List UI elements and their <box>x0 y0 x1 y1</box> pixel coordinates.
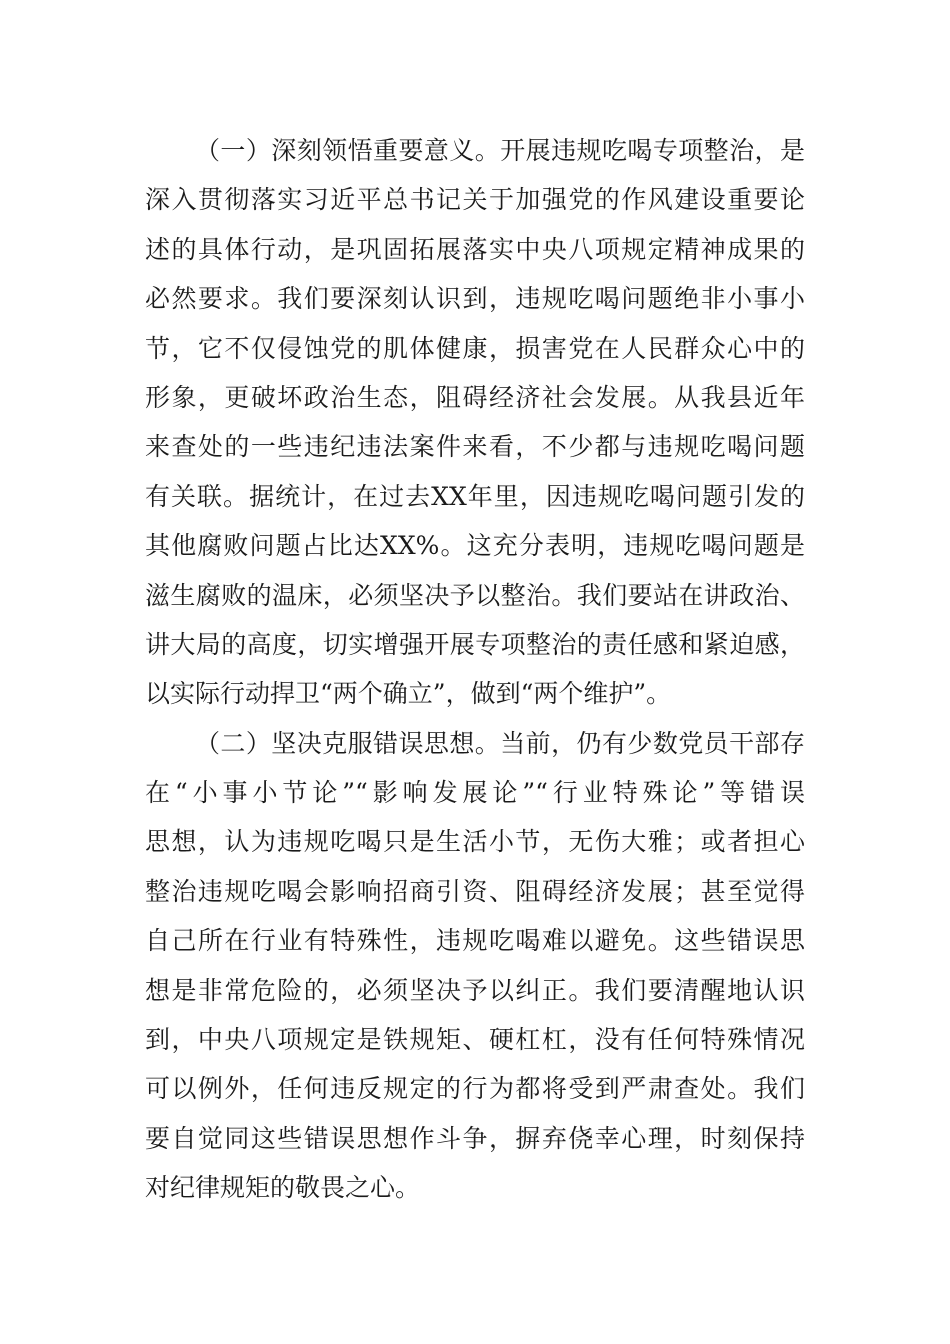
paragraph-2 <box>145 719 805 1213</box>
text-line: 在“小事小节论”“影响发展论”“行业特殊论”等错误 <box>145 778 805 808</box>
text-line: 对纪律规矩的敬畏之心。 <box>145 1173 421 1203</box>
text-line: 要自觉同这些错误思想作斗争，摒弃侥幸心理，时刻保持 <box>145 1123 805 1153</box>
text-line: 讲大局的高度，切实增强开展专项整治的责任感和紧迫感， <box>145 629 805 659</box>
text-line: 其他腐败问题占比达XX%。这充分表明，违规吃喝问题是 <box>145 531 805 561</box>
text-line: 想是非常危险的，必须坚决予以纠正。我们要清醒地认识 <box>145 975 805 1005</box>
text-line: 可以例外，任何违反规定的行为都将受到严肃查处。我们 <box>145 1074 805 1104</box>
text-line: 有关联。据统计，在过去XX年里，因违规吃喝问题引发的 <box>145 481 805 511</box>
text-line: 必然要求。我们要深刻认识到，违规吃喝问题绝非小事小 <box>145 284 805 314</box>
text-line: 来查处的一些违纪违法案件来看，不少都与违规吃喝问题 <box>145 432 805 462</box>
text-line: 到，中央八项规定是铁规矩、硬杠杠，没有任何特殊情况 <box>145 1025 805 1055</box>
text-line: 深入贯彻落实习近平总书记关于加强党的作风建设重要论 <box>145 185 805 215</box>
text-line: 整治违规吃喝会影响招商引资、阻碍经济发展；甚至觉得 <box>145 876 805 906</box>
text-line: 节，它不仅侵蚀党的肌体健康，损害党在人民群众心中的 <box>145 333 805 363</box>
paragraph-1 <box>145 126 805 719</box>
text-line: 述的具体行动，是巩固拓展落实中央八项规定精神成果的 <box>145 234 805 264</box>
text-line: 滋生腐败的温床，必须坚决予以整治。我们要站在讲政治、 <box>145 580 805 610</box>
text-line: 自己所在行业有特殊性，违规吃喝难以避免。这些错误思 <box>145 926 805 956</box>
text-line: （一）深刻领悟重要意义。开展违规吃喝专项整治，是 <box>195 136 805 165</box>
text-line: 思想，认为违规吃喝只是生活小节，无伤大雅；或者担心 <box>145 827 805 857</box>
text-line: 形象，更破坏政治生态，阻碍经济社会发展。从我县近年 <box>145 382 805 412</box>
text-line: （二）坚决克服错误思想。当前，仍有少数党员干部存 <box>195 728 805 758</box>
text-line: 以实际行动捍卫“两个确立”，做到“两个维护”。 <box>145 679 672 709</box>
document-body <box>145 126 805 1213</box>
